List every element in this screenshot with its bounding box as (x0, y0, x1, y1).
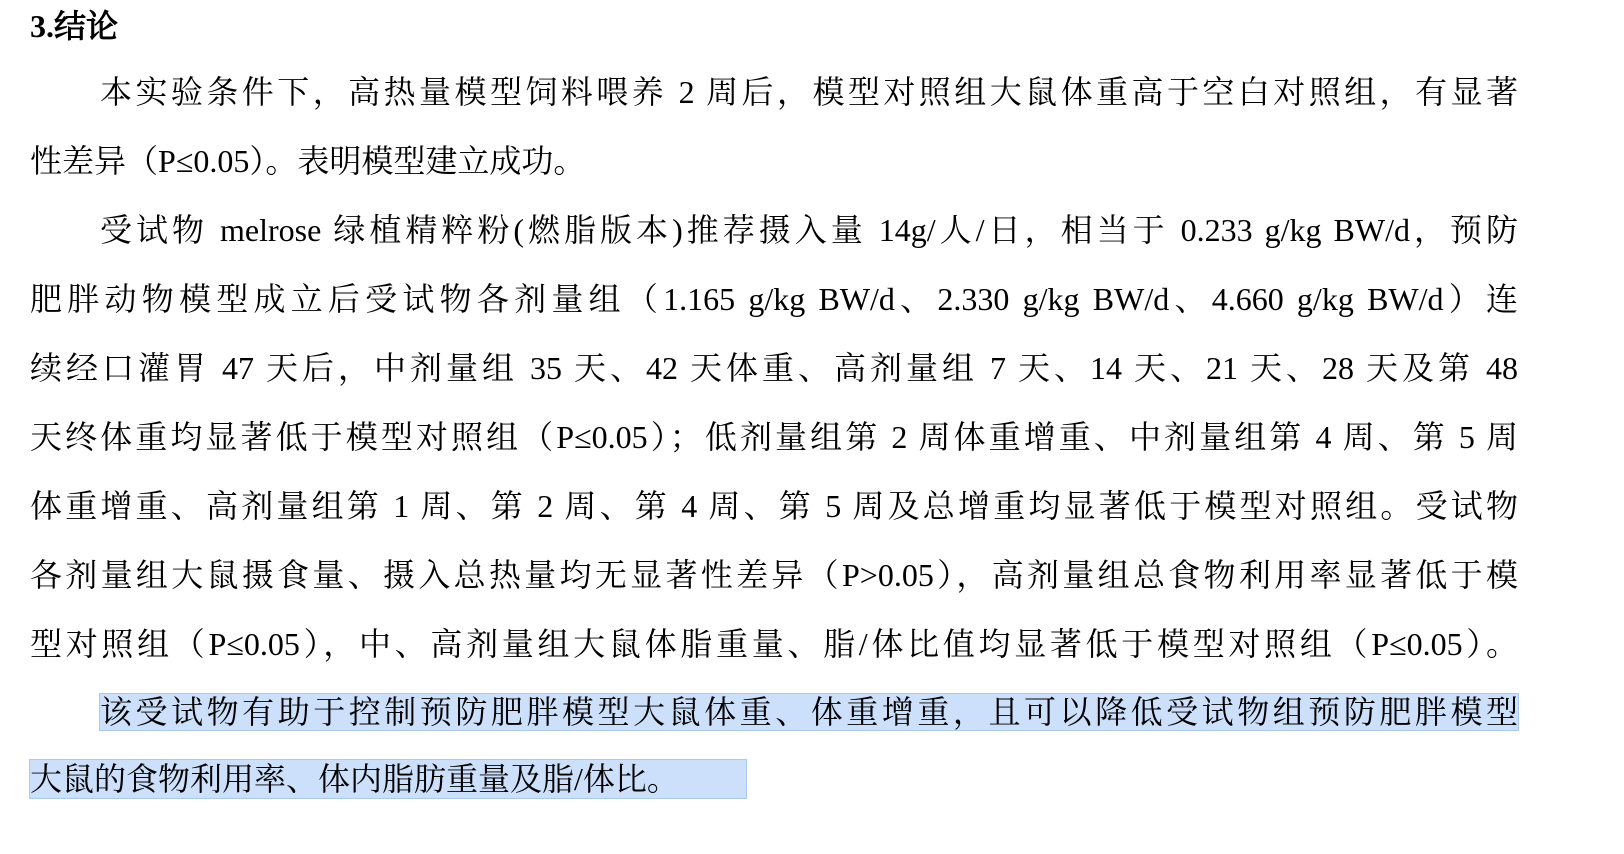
selected-text-line[interactable]: 大鼠的食物利用率、体内脂肪重量及脂/体比。 (30, 760, 746, 798)
text-line: 体重增重、高剂量组第 1 周、第 2 周、第 4 周、第 5 周及总增重均显著低于模型对照组。受试物 (30, 488, 1518, 524)
text-line: 性差异（P≤0.05）。表明模型建立成功。 (30, 143, 586, 179)
text-line: 各剂量组大鼠摄食量、摄入总热量均无显著性差异（P>0.05），高剂量组总食物利用率显著低于模 (30, 557, 1518, 593)
text-line: 型对照组（P≤0.05），中、高剂量组大鼠体脂重量、脂/体比值均显著低于模型对照组（P≤0.05）。 (30, 626, 1518, 662)
selected-text-line[interactable]: 该受试物有助于控制预防肥胖模型大鼠体重、体重增重，且可以降低受试物组预防肥胖模型 (100, 694, 1518, 730)
section-heading: 3.结论 (30, 8, 119, 44)
text-line: 肥胖动物模型成立后受试物各剂量组（1.165 g/kg BW/d、2.330 g/kg BW/d、4.660 g/kg BW/d）连 (30, 281, 1518, 317)
text-line: 天终体重均显著低于模型对照组（P≤0.05）；低剂量组第 2 周体重增重、中剂量组第 4 周、第 5 周 (30, 419, 1518, 455)
text-line: 续经口灌胃 47 天后，中剂量组 35 天、42 天体重、高剂量组 7 天、14 天、21 天、28 天及第 48 (30, 350, 1518, 386)
text-line: 受试物 melrose 绿植精粹粉(燃脂版本)推荐摄入量 14g/人/日，相当于 0.233 g/kg BW/d，预防 (100, 212, 1518, 248)
text-line: 本实验条件下，高热量模型饲料喂养 2 周后，模型对照组大鼠体重高于空白对照组，有显著 (100, 74, 1518, 110)
